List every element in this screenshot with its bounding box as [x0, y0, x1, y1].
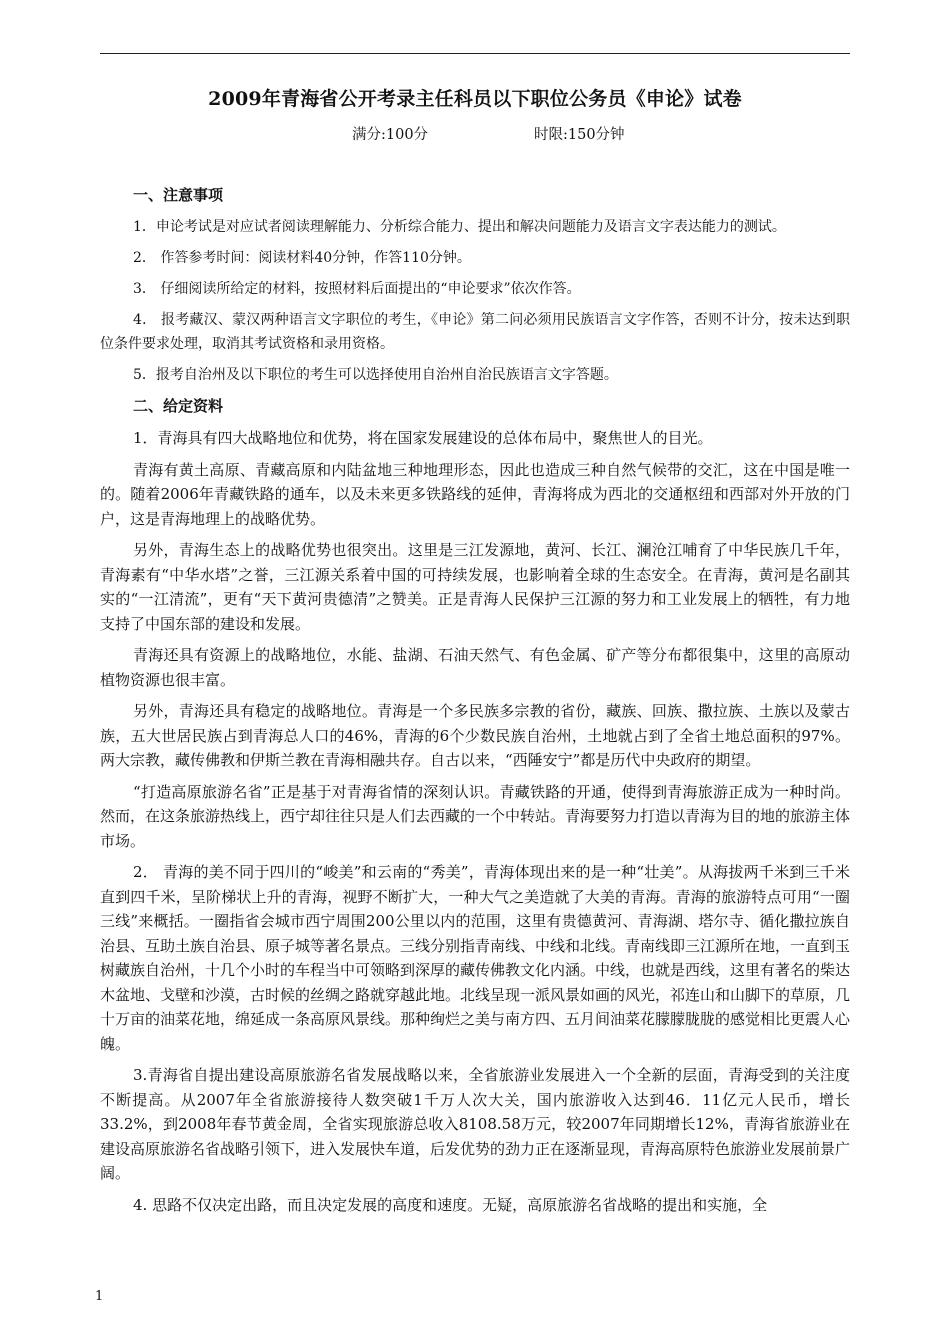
material-paragraph: 3.青海省自提出建设高原旅游名省发展战略以来，全省旅游业发展进入一个全新的层面，青海受到的关注度不断提高。从2007年全省旅游接待人数突破1千万人次大关，国内旅游收入达到46．11亿元人民币，增长33.2%，到2008年春节黄金周，全省实现旅游总收入8108.58万元，较2007年同期增长12%，青海省旅游业在建设高原旅游名省战略引领下，进入发展快车道，后发优势的劲力正在逐渐显现，青海高原特色旅游业发展前景广阔。: [100, 1066, 851, 1182]
material-paragraph: “打造高原旅游名省”正是基于对青海省情的深刻认识。青藏铁路的开通，使得到青海旅游正成为一种时尚。然而，在这条旅游热线上，西宁却往往只是人们去西藏的一个中转站。青海要努力打造以青海为目的地的旅游主体市场。: [100, 782, 851, 850]
notes-item: 2． 作答参考时间：阅读材料40分钟，作答110分钟。: [133, 250, 471, 266]
material-paragraph: 4. 思路不仅决定出路，而且决定发展的高度和速度。无疑，高原旅游名省战略的提出和实施，全: [133, 1195, 768, 1214]
material-paragraph: 青海还具有资源上的战略地位，水能、盐湖、石油天然气、有色金属、矿产等分布都很集中，这里的高原动植物资源也很丰富。: [100, 646, 850, 689]
document-body: [100, 183, 850, 1224]
section-heading-materials: 二、给定资料: [133, 397, 224, 415]
material-paragraph: 2． 青海的美不同于四川的“峻美”和云南的“秀美”，青海体现出来的是一种“壮美”。从海拔两千米到三千米直到四千米，呈阶梯状上升的青海，视野不断扩大，一种大气之美造就了大美的青海。青海的旅游特点可用“一圈三线”来概括。一圈指省会城市西宁周围200公里以内的范围，这里有贵德黄河、青海湖、塔尔寺、循化撒拉族自治县、互助土族自治县、原子城等著名景点。三线分别指青南线、中线和北线。青南线即三江源所在地，一直到玉树藏族自治州，十几个小时的车程当中可领略到深厚的藏传佛教文化内涵。中线，也就是西线，这里有著名的柴达木盆地、戈壁和沙漠，古时候的丝绸之路就穿越此地。北线呈现一派风景如画的风光，祁连山和山脚下的草原，几十万亩的油菜花地，绵延成一条高原风景线。那种绚烂之美与南方四、五月间油菜花朦朦胧胧的感觉相比更震人心魄。: [100, 863, 851, 1053]
document-title: 2009年青海省公开考录主任科员以下职位公务员《申论》试卷: [208, 88, 742, 110]
notes-item: 3． 仔细阅读所给定的材料，按照材料后面提出的“申论要求”依次作答。: [133, 281, 581, 297]
page-number: 1: [95, 1289, 104, 1304]
time-limit: 时限:150分钟: [534, 127, 625, 143]
material-paragraph: 另外，青海还具有稳定的战略地位。青海是一个多民族多宗教的省份，藏族、回族、撒拉族、土族以及蒙古族，五大世居民族占到青海总人口的46%，青海的6个少数民族自治州，土地就占到了全省土地总面积的97%。两大宗教，藏传佛教和伊斯兰教在青海相融共存。自古以来，“西陲安宁”都是历代中央政府的期望。: [100, 702, 850, 769]
material-paragraph: 另外，青海生态上的战略优势也很突出。这里是三江发源地，黄河、长江、澜沧江哺育了中华民族几千年，青海素有“中华水塔”之誉，三江源关系着中国的可持续发展，也影响着全球的生态安全。在青海，黄河是名副其实的“一江清流”，更有“天下黄河贵德清”之赞美。正是青海人民保护三江源的努力和工业发展上的牺牲，有力地支持了中国东部的建设和发展。: [100, 541, 850, 633]
notes-item: 4． 报考藏汉、蒙汉两种语言文字职位的考生，《申论》第二问必须用民族语言文字作答，否则不计分，按未达到职位条件要求处理，取消其考试资格和录用资格。: [100, 312, 850, 352]
material-paragraph: 1．青海具有四大战略地位和优势，将在国家发展建设的总体布局中，聚焦世人的目光。: [133, 429, 713, 447]
header-rule: [100, 53, 850, 54]
full-score: 满分:100分: [352, 127, 429, 143]
material-paragraph: 青海有黄土高原、青藏高原和内陆盆地三种地理形态，因此也造成三种自然气候带的交汇，这在中国是唯一的。随着2006年青藏铁路的通车，以及未来更多铁路线的延伸，青海将成为西北的交通枢纽和西部对外开放的门户，这是青海地理上的战略优势。: [100, 460, 850, 528]
notes-item: 5．报考自治州及以下职位的考生可以选择使用自治州自治民族语言文字答题。: [133, 367, 618, 383]
notes-item: 1．申论考试是对应试者阅读理解能力、分析综合能力、提出和解决问题能力及语言文字表达能力的测试。: [133, 219, 786, 235]
section-heading-notes: 一、注意事项: [133, 186, 224, 204]
